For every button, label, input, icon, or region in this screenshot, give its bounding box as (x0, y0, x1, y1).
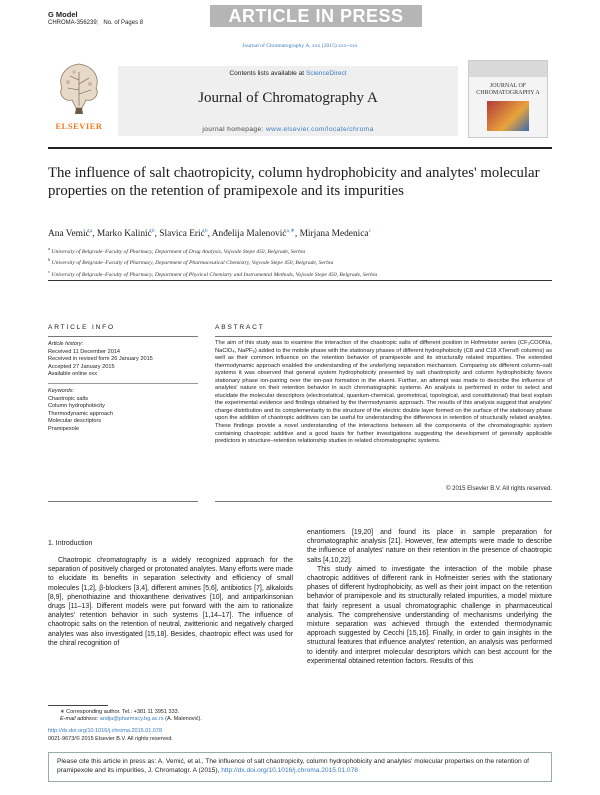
elsevier-logo[interactable] (50, 58, 108, 130)
article-info-divider (48, 501, 198, 502)
author-list: Ana Vemić$^a$, Marko Kalinić$^b$, Slavica Erić$^b$, Anđelija Malenović$^{a,∗}$, Mirjana Medenica$^c$ (48, 228, 372, 240)
cover-title: JOURNAL OF CHROMATOGRAPHY A (476, 83, 540, 96)
author-name[interactable]: Anđelija Malenović (211, 229, 287, 240)
doi-link[interactable]: http://dx.doi.org/10.1016/j.chroma.2015.01.078 (48, 728, 163, 734)
manuscript-banner (48, 11, 143, 27)
journal-cover-thumbnail[interactable] (468, 60, 548, 138)
article-title: The influence of salt chaotropicity, column hydrophobicity and analytes' molecular properties on the retention of pramipexole and its impurities (48, 165, 540, 199)
body-paragraph: This study aimed to investigate the interaction of the mobile phase chaotropic additives of different rank in Hofmeister series with the stationary phases of different hydrophobicity, as well as their joint impact on the retention behavior of pramipexole and its structurally related impurities, a model mixture that fairly represent a usual chromatographic challenge in pharmaceutical analysis. The comprehensive understanding of mechanisms underlying the mixture separation was achieved through the extended thermodynamic approach suggested by Cecchi [15,16]. Finally, in order to gain insights in the structural features that influence analytes' retention, an analysis was performed to identify and interpret molecular descriptors which can best account for the experimental obtained retention factors. Results of this (307, 565, 552, 665)
copyright-notice: © 2015 Elsevier B.V. All rights reserved. (446, 486, 552, 492)
header-divider (48, 147, 552, 149)
affiliation-text: University of Belgrade–Faculty of Pharmacy, Department of Drug Analysis, Vojvode Stepe 450, Belgrade, Serbia (51, 248, 306, 255)
author-affil-mark[interactable]: b (151, 228, 155, 234)
author-affil-mark[interactable]: b (204, 228, 208, 234)
affiliation-text: University of Belgrade–Faculty of Pharmacy, Department of Physical Chemistry and Instrumental Methods, Vojvode Stepe 450, Belgrade, Serbia (51, 271, 378, 278)
article-in-press-banner: ARTICLE IN PRESS (210, 5, 422, 27)
abstract-heading: ABSTRACT (215, 324, 265, 331)
journal-title: Journal of Chromatography A (198, 90, 378, 106)
manuscript-id: CHROMA-356239; (48, 20, 99, 26)
doi-block (48, 728, 308, 743)
homepage-prefix: journal homepage: (202, 126, 266, 133)
author-name[interactable]: Ana Vemić (48, 229, 90, 240)
author-affil-mark[interactable]: c (368, 228, 372, 234)
history-item: Available online xxx (48, 371, 98, 378)
article-info-divider (48, 383, 198, 384)
article-history (48, 341, 198, 379)
gmodel-label: G Model (48, 10, 78, 19)
homepage-link[interactable]: www.elsevier.com/locate/chroma (266, 126, 374, 133)
citation-box (48, 752, 552, 782)
keyword-item: Pramipexole (48, 425, 80, 432)
footnotes (60, 709, 300, 723)
footnote-divider (48, 705, 108, 706)
email-suffix: (A. Malenović). (163, 716, 202, 723)
citation-text: Please cite this article in press as: A. Vemić, et al., The influence of salt chaotropicity, column hydrophobicity and analytes' molecular properties on the retention of pramipexole and its impurities, J. Chromatogr. A (2015), (57, 758, 529, 774)
email-line (60, 716, 300, 723)
history-item: Accepted 27 January 2015 (48, 363, 115, 370)
section-heading-introduction: 1. Introduction (48, 540, 93, 547)
affiliations-divider (48, 280, 552, 281)
corresponding-author-note: ∗ Corresponding author. Tel.: +381 11 3951 333. (60, 709, 180, 715)
history-item: Received 11 December 2014 (48, 348, 121, 355)
article-info-divider (48, 336, 198, 337)
issn-line: 0021-9673/© 2015 Elsevier B.V. All rights reserved. (48, 735, 173, 742)
history-item: Received in revised form 26 January 2015 (48, 356, 153, 363)
page-count: No. of Pages 8 (103, 20, 144, 26)
affiliation-mark: b (48, 257, 51, 263)
keyword-item: Column hydrophobicity (48, 403, 105, 410)
article-info-heading: ARTICLE INFO (48, 324, 115, 331)
abstract-divider (215, 501, 552, 502)
affiliation-text: University of Belgrade–Faculty of Pharmacy, Department of Pharmaceutical Chemistry, Vojvode Stepe 450, Belgrade, Serbia (51, 260, 334, 267)
body-column-right (307, 528, 552, 666)
sciencedirect-link[interactable]: ScienceDirect (305, 70, 347, 77)
keyword-item: Molecular descriptors (48, 418, 102, 425)
cover-image (487, 101, 529, 131)
keyword-item: Chaotropic salts (48, 395, 89, 402)
contents-available-line (118, 70, 458, 77)
email-link[interactable]: andja@pharmacy.bg.ac.rs (99, 716, 164, 723)
abstract-text: The aim of this study was to examine the interaction of the chaotropic salts of different position in Hofmeister series (CF₃COONa, NaClO₄, NaPF₆) added to the mobile phase with the stationary phases of different hydrophobicity (C8 and C18 XTerra® columns) as well as their common influence on the retention behavior of pramipexole and its structurally related impurities. The extended thermodynamic approach enabled the understanding of the underlying separation mechanism. Comparing six different column–salt systems it was observed that general system hydrophobicity presented by salt chaotropicity and column hydrophobicity favors stationary phase ion-pairing over the ion-pair formation in the eluent. Further, an attempt was made to describe the influence of analytes' nature on their retention behavior in such chromatographic systems. An analysis is performed in order to select and elucidate the molecular descriptors (electrostatical, quantum-chemical, geometrical, topological, and constitutional) that best explain the experimental evidence and findings obtained by the thermodynamic approach. The results of this analysis suggest that analytes' charge distribution and its complementarity to the structure of the electric double layer formed on the surface of the stationary phase upon the addition of chaotropic additives can be useful for understanding the differences in retention of structurally related analytes. These findings provide a novel understanding of the interactions between all the components of the chromatographic system containing chaotropic additive and a good basis for further investigations suggesting the development of generally applicable predictors in structure–retention relationship studies in related chromatographic systems. (215, 340, 552, 445)
affiliation-item (48, 256, 552, 267)
author-name[interactable]: Mirjana Medenica (299, 229, 369, 240)
citation-doi-link[interactable]: http://dx.doi.org/10.1016/j.chroma.2015.01.078 (221, 767, 358, 774)
body-column-left: Chaotropic chromatography is a widely recognized approach for the separation of positively charged or protonated analytes. Many efforts were made to elucidate its benefits in separation selectivity and efficiency of small molecules [1,2], β-blockers [3,4], different amines [5,6], antibiotics [7], alkaloids [8,9], phenothiazine and thioxanthene derivatives [10], and antiparkinsonian drugs [11–13]. Different models were put forward with the aim to rationalize analytes' retention behavior in such systems [1,14–17]. The influence of chaotropic salts on the retention of neutral, zwitterionic and negatively charged analytes was also investigated [15,18]. Besides, chaotropic effect was used for the chiral recognition of (48, 557, 294, 647)
journal-homepage-line (118, 126, 458, 133)
author-affil-mark[interactable]: a (89, 228, 93, 234)
keywords-label: Keywords: (48, 388, 75, 394)
email-prefix: E-mail address: (60, 716, 100, 723)
elsevier-wordmark: ELSEVIER (55, 121, 103, 131)
elsevier-tree-icon (52, 58, 106, 116)
affiliation-item (48, 268, 552, 279)
abstract-divider (215, 336, 552, 337)
keyword-item: Thermodynamic approach (48, 410, 113, 417)
affiliation-item (48, 245, 552, 256)
keywords-block (48, 388, 198, 434)
body-paragraph: enantiomers [19,20] and found its place in sample preparation for chromatographic analysis [21]. However, few attempts were made to describe the influence of analytes' nature on their retention in the presence of chaotropic salts [4,10,22]. (307, 529, 552, 564)
affiliations (48, 245, 552, 279)
cover-band (469, 61, 547, 77)
affiliation-mark: c (48, 268, 50, 274)
author-name[interactable]: Marko Kalinić (96, 229, 152, 240)
contents-prefix: Contents lists available at (229, 70, 306, 77)
affiliation-mark: a (48, 246, 50, 251)
history-label: Article history: (48, 341, 84, 347)
author-affil-mark[interactable]: a,∗ (286, 228, 295, 234)
journal-citation-top[interactable]: Journal of Chromatography A, xxx (2015) xxx–xxx (242, 43, 358, 49)
author-name[interactable]: Slavica Erić (159, 229, 205, 240)
